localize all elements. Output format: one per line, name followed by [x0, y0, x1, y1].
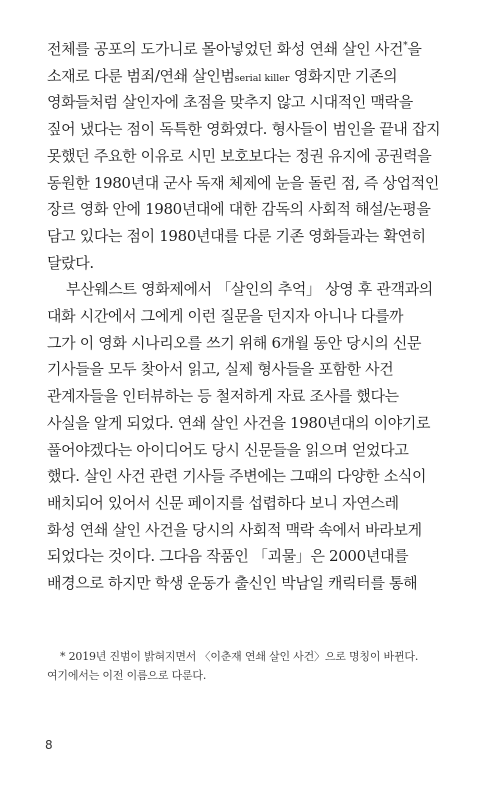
text-line	[47, 67, 459, 88]
text-segment: 전체를 공포의 도가니로 몰아넣었던 화성 연쇄 살인 사건	[47, 40, 404, 58]
text-line: 되었다는 것이다. 그다음 작품인 「괴물」은 2000년대를	[47, 547, 409, 566]
text-line: 관계자들을 인터뷰하는 등 철저하게 자료 조사를 했다는	[47, 387, 399, 406]
text-line: 했다. 살인 사건 관련 기사들 주변에는 그때의 다양한 소식이	[47, 467, 427, 486]
text-segment: 소재로 다룬 범죄/연쇄 살인범	[47, 66, 235, 85]
text-line: 기사들을 모두 찾아서 읽고, 실제 형사들을 포함한 사건	[47, 360, 394, 379]
text-line	[47, 40, 459, 58]
text-line: 그가 이 영화 시나리오를 쓰기 위해 6개월 동안 당시의 신문	[47, 333, 422, 352]
text-line: 영화들처럼 살인자에 초점을 맞추지 않고 시대적인 맥락을	[47, 93, 413, 112]
text-segment: 영화지만 기존의	[289, 66, 398, 85]
text-line: 동원한 1980년대 군사 독재 체제에 눈을 돌린 점, 즉 상업적인	[47, 173, 440, 192]
text-line: 배경으로 하지만 학생 운동가 출신인 박남일 캐릭터를 통해	[47, 574, 418, 592]
text-line: 담고 있다는 점이 1980년대를 다룬 기존 영화들과는 확연히	[47, 226, 426, 245]
text-line: 못했던 주요한 이유로 시민 보호보다는 정권 유지에 공권력을	[47, 146, 432, 165]
text-line: 대화 시간에서 그에게 이런 질문을 던지자 아니나 다를까	[47, 307, 404, 325]
text-line: 장르 영화 안에 1980년대에 대한 감독의 사회적 해설/논평을	[47, 200, 431, 219]
text-line: 부산웨스트 영화제에서 「살인의 추억」 상영 후 관객과의	[66, 280, 433, 299]
text-line: 배치되어 있어서 신문 페이지를 섭렵하다 보니 자연스레	[47, 493, 399, 512]
footnote-line-1: * 2019년 진범이 밝혀지면서 〈이춘재 연쇄 살인 사건〉으로 명칭이 바뀐다.	[60, 650, 419, 663]
english-term: serial killer	[234, 72, 290, 84]
text-line: 사실을 알게 되었다. 연쇄 살인 사건을 1980년대의 이야기로	[47, 413, 431, 432]
text-line: 달랐다.	[47, 253, 94, 272]
text-line: 짚어 냈다는 점이 독특한 영화였다. 형사들이 범인을 끝내 잡지	[47, 120, 441, 139]
text-line: 화성 연쇄 살인 사건을 당시의 사회적 맥락 속에서 바라보게	[47, 520, 422, 539]
page-number: 8	[45, 738, 53, 752]
text-segment: 을	[407, 40, 422, 58]
footnote-line-2: 여기에서는 이전 이름으로 다룬다.	[47, 669, 207, 682]
footnote-marker: *	[403, 41, 408, 51]
text-line: 풀어야겠다는 아이디어도 당시 신문들을 읽으며 얻었다고	[47, 440, 409, 459]
